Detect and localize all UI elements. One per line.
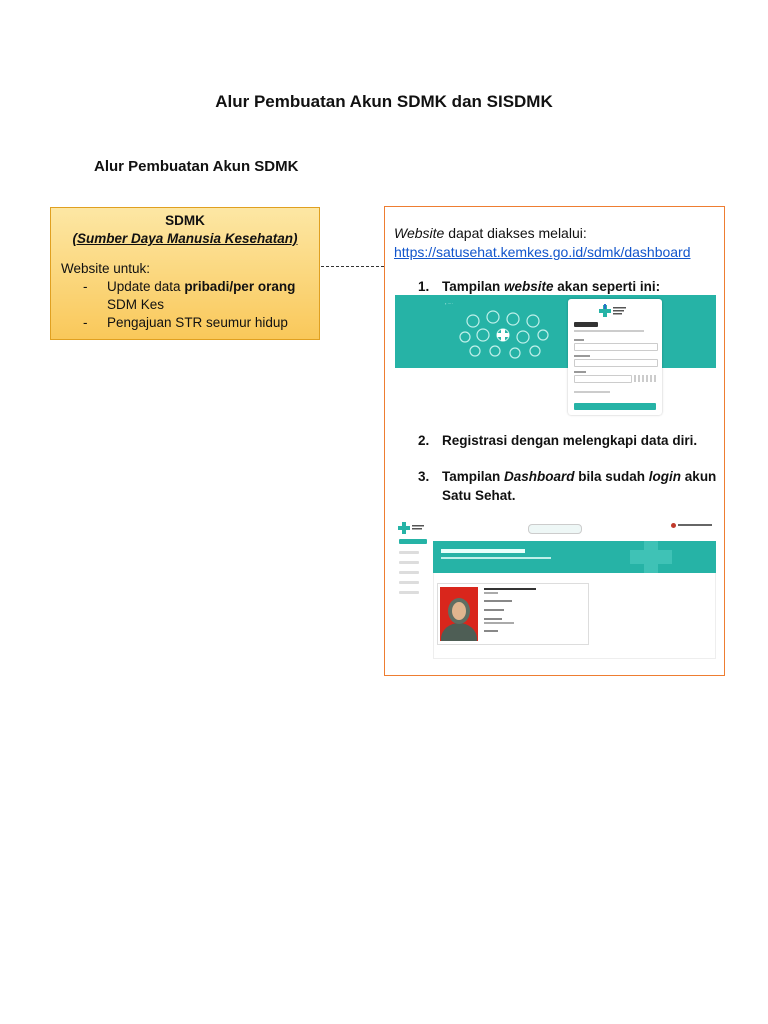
welcome-desc-bar xyxy=(441,557,551,559)
intro-italic: Website xyxy=(394,225,445,241)
step-3 xyxy=(418,467,728,505)
step-text-italic: login xyxy=(648,469,682,484)
step-text-part: akun Satu Sehat. xyxy=(442,469,717,503)
list-item-bold: pribadi/per orang xyxy=(184,279,296,294)
email-label-bar xyxy=(574,339,584,341)
login-desc-bar xyxy=(574,330,644,332)
step-text-part: Tampilan xyxy=(442,279,505,294)
dashboard-topbar xyxy=(395,519,716,535)
avatar[interactable] xyxy=(671,523,676,528)
captcha-image-icon xyxy=(634,375,656,382)
intro-text: dapat diakses melalui: xyxy=(444,225,587,241)
sdmk-lead: Website untuk: xyxy=(61,261,151,276)
profile-detail-bar xyxy=(484,630,498,632)
website-url-link[interactable]: https://satusehat.kemkes.go.id/sdmk/dashboard xyxy=(394,244,691,260)
list-dash: - xyxy=(83,315,88,330)
satusehat-logo-icon xyxy=(397,521,427,535)
sdmk-box xyxy=(50,207,320,340)
list-item-text-end: SDM Kes xyxy=(107,297,165,312)
step-2 xyxy=(418,431,728,450)
page-title: Alur Pembuatan Akun SDMK dan SISDMK xyxy=(215,92,553,111)
email-field[interactable] xyxy=(574,343,658,351)
login-button[interactable] xyxy=(574,403,656,410)
back-link-icon: ‹ ···· xyxy=(445,301,453,306)
profile-role-bar xyxy=(484,592,498,594)
login-card xyxy=(568,299,662,415)
profile-detail-bar xyxy=(484,618,502,620)
user-name-bar xyxy=(678,524,712,526)
register-link-bar[interactable] xyxy=(574,391,610,393)
dashboard-sidebar xyxy=(395,539,429,601)
list-item-text: Update data xyxy=(107,279,185,294)
list-item xyxy=(61,314,309,332)
step-text-italic: website xyxy=(504,279,554,294)
cross-decoration-icon xyxy=(616,541,686,573)
connector-dashed-line xyxy=(321,266,384,267)
step-number: 3. xyxy=(418,469,430,484)
person-icon xyxy=(440,587,478,641)
sidebar-item[interactable] xyxy=(399,561,419,564)
captcha-field[interactable] xyxy=(574,375,632,383)
context-selector[interactable] xyxy=(528,524,582,534)
profile-detail-bar xyxy=(484,600,512,602)
captcha-label-bar xyxy=(574,371,586,373)
profile-detail-bar xyxy=(484,609,504,611)
password-label-bar xyxy=(574,355,590,357)
website-intro xyxy=(394,224,691,262)
step-text: Registrasi dengan melengkapi data diri. xyxy=(442,433,698,448)
step-text xyxy=(442,467,724,505)
dashboard-screenshot xyxy=(395,519,716,659)
teal-banner xyxy=(395,295,716,368)
sdmk-expansion: (Sumber Daya Manusia Kesehatan) xyxy=(72,231,298,246)
welcome-banner xyxy=(433,541,716,573)
login-heading-icon xyxy=(574,322,598,327)
step-text-part: akan seperti ini: xyxy=(553,279,661,294)
sidebar-item[interactable] xyxy=(399,581,419,584)
sidebar-item-active[interactable] xyxy=(399,539,427,544)
sidebar-item[interactable] xyxy=(399,551,419,554)
profile-detail-bar xyxy=(484,622,514,624)
section-subtitle: Alur Pembuatan Akun SDMK xyxy=(94,158,299,175)
step-number: 2. xyxy=(418,433,430,448)
welcome-title-bar xyxy=(441,549,525,553)
list-dash: - xyxy=(83,279,88,294)
step-text-part: Tampilan xyxy=(442,469,505,484)
satusehat-logo-icon xyxy=(598,304,628,318)
sdmk-heading: SDMK xyxy=(165,213,205,228)
step-text xyxy=(442,277,724,296)
profile-card xyxy=(437,583,589,645)
website-box xyxy=(384,206,725,676)
profile-name-bar xyxy=(484,588,536,590)
health-icons-illustration xyxy=(435,295,575,368)
sidebar-item[interactable] xyxy=(399,571,419,574)
step-1 xyxy=(418,277,728,296)
step-text-part: bila sudah xyxy=(574,469,649,484)
list-item-text: Pengajuan STR seumur hidup xyxy=(107,315,288,330)
sidebar-item[interactable] xyxy=(399,591,419,594)
list-item xyxy=(61,278,309,314)
profile-photo xyxy=(440,587,478,641)
step-number: 1. xyxy=(418,279,430,294)
login-page-screenshot xyxy=(395,295,716,416)
sdmk-list xyxy=(61,278,309,332)
step-text-italic: Dashboard xyxy=(504,469,575,484)
password-field[interactable] xyxy=(574,359,658,367)
